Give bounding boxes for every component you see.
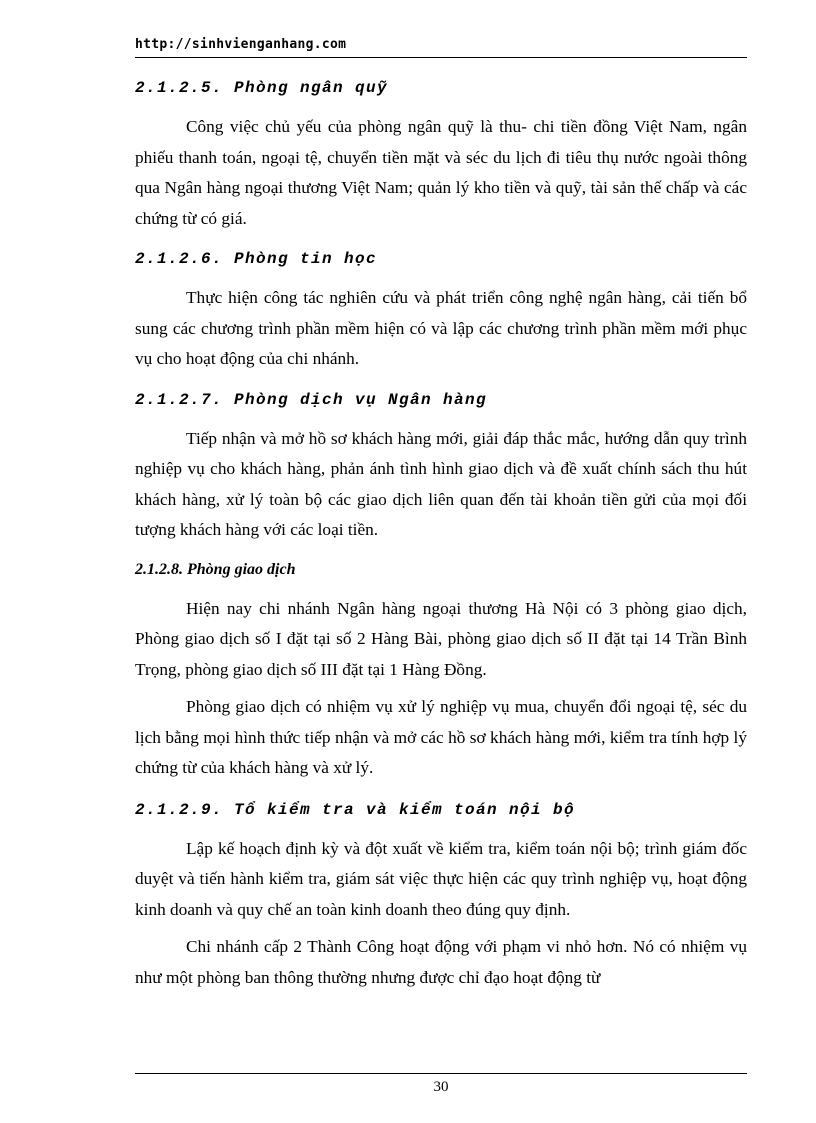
page-number: 30 [433, 1079, 449, 1095]
footer-divider [135, 1073, 747, 1074]
paragraph-giao-dich-1: Hiện nay chi nhánh Ngân hàng ngoại thương Hà Nội có 3 phòng giao dịch, Phòng giao dịch số I đặt tại số 2 Hàng Bài, phòng giao dịch số II đặt tại 14 Trần Bình Trọng, phòng giao dịch số III đặt tại 1 Hàng Đồng. [135, 598, 747, 679]
paragraph-kiem-toan-2: Chi nhánh cấp 2 Thành Công hoạt động với phạm vi nhỏ hơn. Nó có nhiệm vụ như một phòng ban thông thường nhưng được chỉ đạo hoạt động từ [135, 937, 747, 987]
page-content [135, 62, 747, 993]
section-heading-giao-dich: 2.1.2.8. Phòng giao dịch [135, 560, 296, 578]
section-heading-kiem-toan: 2.1.2.9. Tổ kiểm tra và kiểm toán nội bộ [135, 800, 576, 819]
header-url: http://sinhvienganhang.com [135, 37, 347, 52]
paragraph-ngan-quy: Công việc chủ yếu của phòng ngân quỹ là thu- chi tiền đồng Việt Nam, ngân phiếu thanh toán, ngoại tệ, chuyển tiền mặt và séc du lịch đi tiêu thụ nước ngoài thông qua Ngân hàng ngoại thương Việt Nam; quản lý kho tiền và quỹ, tài sản thế chấp và các chứng từ có giá. [135, 117, 747, 228]
paragraph-tin-hoc: Thực hiện công tác nghiên cứu và phát triển công nghệ ngân hàng, cải tiến bổ sung các chương trình phần mềm hiện có và lập các chương trình phần mềm mới phục vụ cho hoạt động của chi nhánh. [135, 288, 747, 368]
section-heading-tin-hoc: 2.1.2.6. Phòng tin học [135, 250, 378, 268]
section-heading-ngan-quy: 2.1.2.5. Phòng ngân quỹ [135, 79, 389, 97]
paragraph-kiem-toan-1: Lập kế hoạch định kỳ và đột xuất về kiểm tra, kiểm toán nội bộ; trình giám đốc duyệt và tiến hành kiểm tra, giám sát việc thực hiện các quy trình nghiệp vụ, hoạt động kinh doanh và quy chế an toàn kinh doanh theo đúng quy định. [135, 838, 747, 919]
paragraph-giao-dich-2: Phòng giao dịch có nhiệm vụ xử lý nghiệp vụ mua, chuyển đổi ngoại tệ, séc du lịch bằng mọi hình thức tiếp nhận và mở các hồ sơ khách hàng mới, kiểm tra tính hợp lý chứng từ của khách hàng và xử lý. [135, 697, 747, 777]
paragraph-dich-vu: Tiếp nhận và mở hồ sơ khách hàng mới, giải đáp thắc mắc, hướng dẫn quy trình nghiệp vụ cho khách hàng, phản ánh tình hình giao dịch và đề xuất chính sách thu hút khách hàng, xử lý toàn bộ các giao dịch liên quan đến tài khoản tiền gửi của mọi đối tượng khách hàng với các loại tiền. [135, 428, 747, 539]
page-header [135, 37, 747, 58]
section-heading-dich-vu: 2.1.2.7. Phòng dịch vụ Ngân hàng [135, 390, 488, 409]
